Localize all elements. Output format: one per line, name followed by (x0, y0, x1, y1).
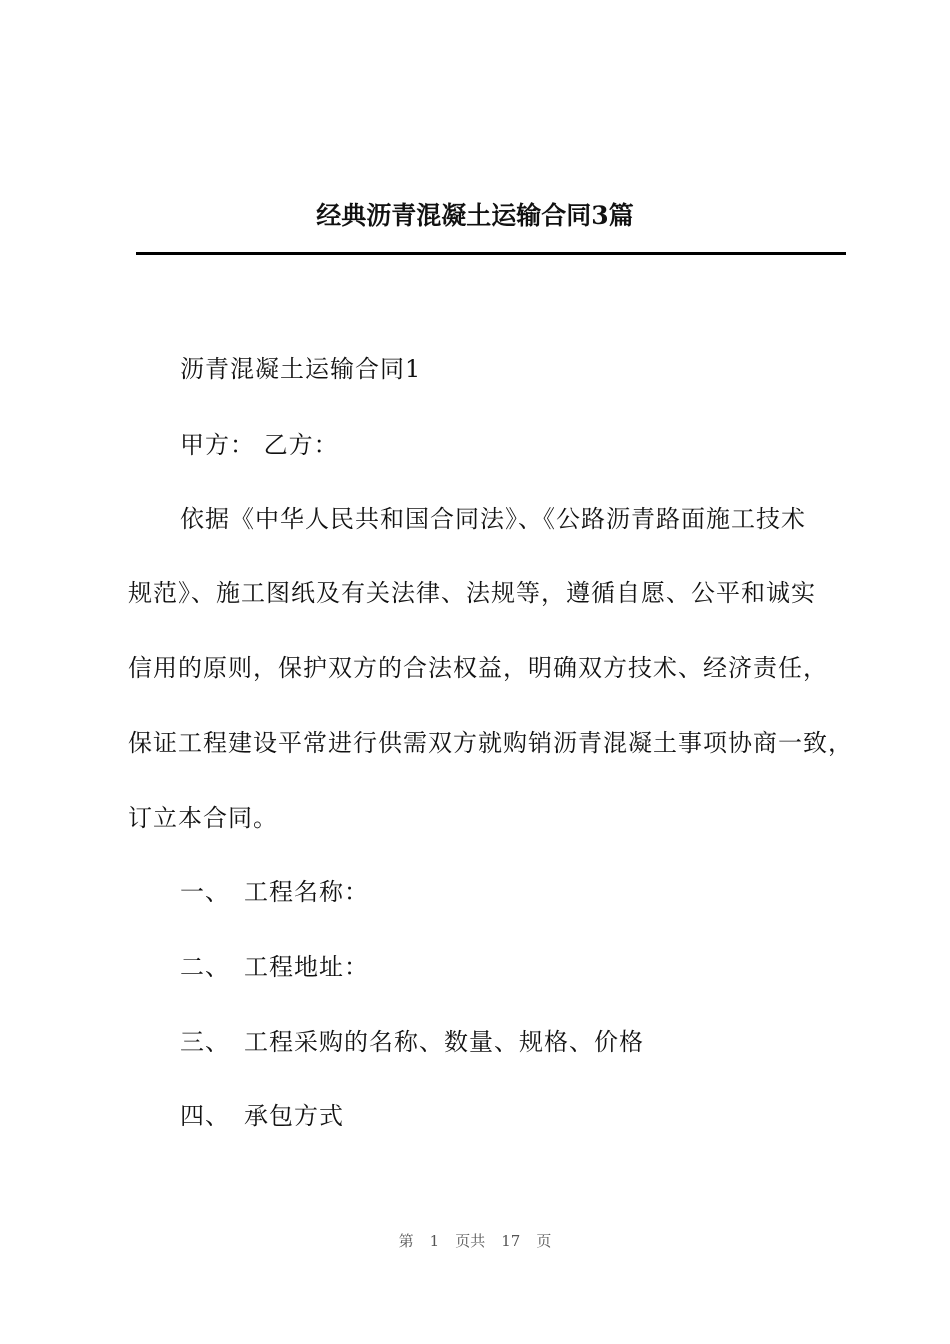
footer-page-number: 1 (429, 1232, 440, 1250)
parties-line: 甲方： 乙方： (180, 431, 339, 459)
list-item-text: 工程采购的名称、数量、规格、价格 (244, 1028, 644, 1056)
paragraph-line: 信用的原则，保护双方的合法权益，明确双方技术、经济责任， (128, 654, 828, 682)
list-item (180, 877, 369, 907)
page-footer (0, 1230, 950, 1251)
list-item-number: 四、 (180, 1102, 230, 1130)
list-item-number: 二、 (180, 953, 230, 981)
document-title: 经典沥青混凝土运输合同3篇 (316, 201, 634, 230)
list-item (180, 1027, 644, 1057)
paragraph-line: 订立本合同。 (128, 804, 278, 832)
list-item (180, 952, 369, 982)
paragraph-line: 保证工程建设平常进行供需双方就购销沥青混凝土事项协商一致， (128, 729, 853, 757)
list-item-number: 三、 (180, 1028, 230, 1056)
footer-label-of: 页共 (455, 1232, 486, 1250)
footer-label-page: 第 (398, 1232, 414, 1250)
footer-total-pages: 17 (501, 1232, 521, 1250)
list-item-text: 工程名称： (244, 878, 369, 906)
title-divider (136, 252, 846, 255)
list-item-number: 一、 (180, 878, 230, 906)
list-item-text: 承包方式 (244, 1102, 344, 1130)
footer-label-page-end: 页 (536, 1232, 552, 1250)
paragraph-line: 规范》、施工图纸及有关法律、法规等，遵循自愿、公平和诚实 (128, 579, 816, 607)
paragraph-line: 依据《中华人民共和国合同法》、《公路沥青路面施工技术 (180, 505, 806, 533)
section-heading: 沥青混凝土运输合同1 (180, 355, 422, 383)
list-item-text: 工程地址： (244, 953, 369, 981)
list-item (180, 1101, 344, 1131)
